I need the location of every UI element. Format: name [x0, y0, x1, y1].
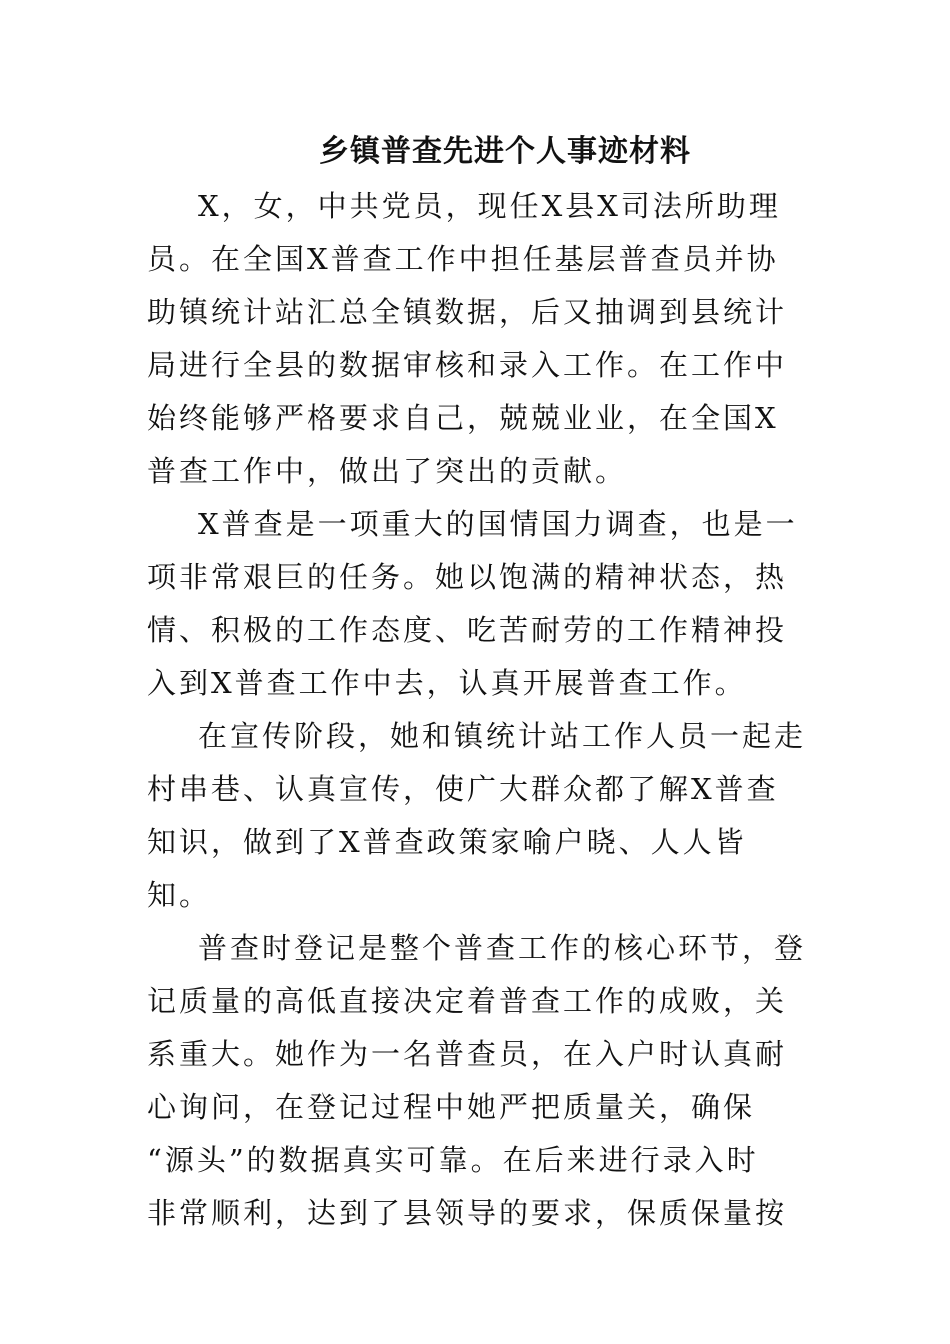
paragraph-2-line-1: X普查是一项重大的国情国力调查，也是一: [198, 507, 798, 541]
paragraph-1-line-3: 助镇统计站汇总全镇数据，后又抽调到县统计: [147, 295, 788, 329]
document-body: [147, 180, 827, 1240]
paragraph-1-line-1: X，女，中共党员，现任X县X司法所助理: [198, 189, 781, 223]
paragraph-2-line-2: 项非常艰巨的任务。她以饱满的精神状态，热: [147, 560, 788, 594]
paragraph-3-line-1: 在宣传阶段，她和镇统计站工作人员一起走: [198, 719, 807, 753]
paragraph-1-line-6: 普查工作中，做出了突出的贡献。: [147, 454, 628, 488]
paragraph-4-line-3: 系重大。她作为一名普查员，在入户时认真耐: [147, 1037, 788, 1071]
paragraph-3-line-3: 知识，做到了X普查政策家喻户晓、人人皆: [147, 825, 747, 859]
document-title: 乡镇普查先进个人事迹材料: [319, 134, 691, 169]
paragraph-4-line-2: 记质量的高低直接决定着普查工作的成败，关: [147, 984, 788, 1018]
paragraph-2-line-4: 入到X普查工作中去，认真开展普查工作。: [147, 666, 747, 700]
paragraph-4-line-1: 普查时登记是整个普查工作的核心环节，登: [198, 931, 807, 965]
paragraph-4-line-6: 非常顺利，达到了县领导的要求，保质保量按: [147, 1196, 788, 1230]
paragraph-1-line-4: 局进行全县的数据审核和录入工作。在工作中: [147, 348, 788, 382]
paragraph-2-line-3: 情、积极的工作态度、吃苦耐劳的工作精神投: [147, 613, 788, 647]
paragraph-1-line-5: 始终能够严格要求自己，兢兢业业，在全国X: [147, 401, 779, 435]
paragraph-3-line-2: 村串巷、认真宣传，使广大群众都了解X普查: [147, 772, 779, 806]
paragraph-3-line-4: 知。: [147, 878, 212, 912]
paragraph-4-line-4: 心询问，在登记过程中她严把质量关，确保: [147, 1090, 756, 1124]
paragraph-4-line-5: “源头”的数据真实可靠。在后来进行录入时: [147, 1143, 759, 1177]
paragraph-1-line-2: 员。在全国X普查工作中担任基层普查员并协: [147, 242, 779, 276]
